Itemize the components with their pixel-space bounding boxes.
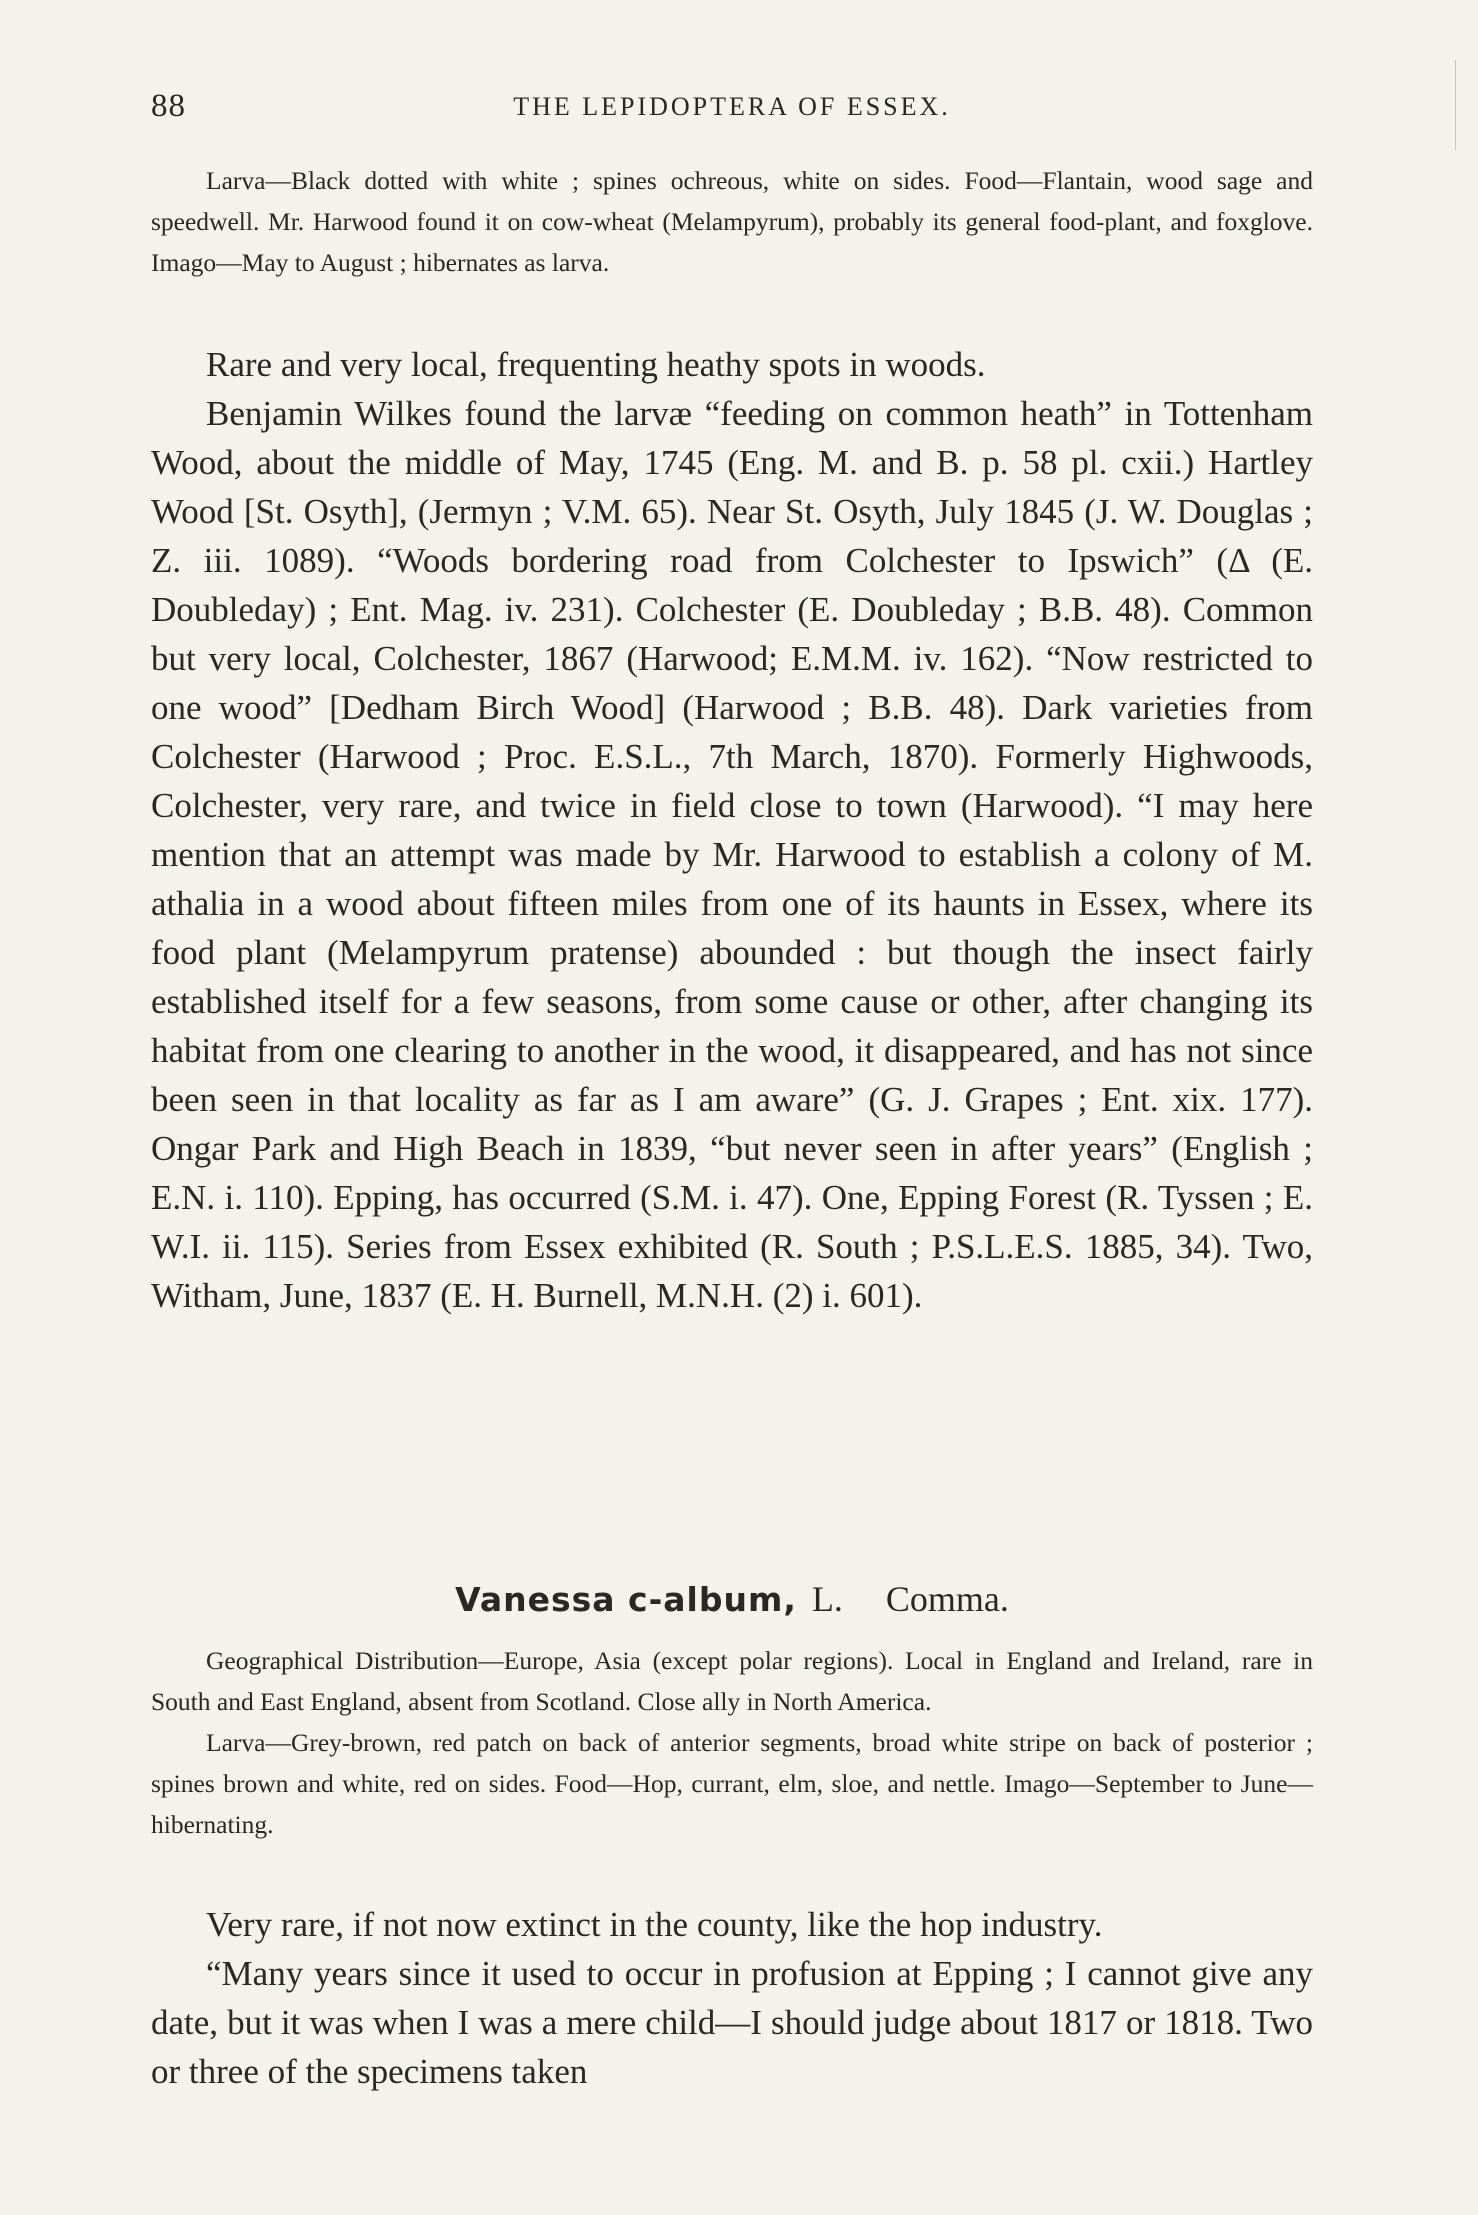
species-name: Vanessa c-album,: [455, 1580, 797, 1619]
species-common-name: Comma.: [885, 1579, 1009, 1619]
running-title: THE LEPIDOPTERA OF ESSEX.: [513, 92, 951, 121]
paragraph-rarity: Rare and very local, frequenting heathy spots in woods.: [206, 345, 986, 384]
larva-note-1: [151, 160, 1313, 283]
paragraph-epping: “Many years since it used to occur in profusion at Epping ; I cannot give any date, but it was when I was a mere child—I should judge about 1817 or 1818. Two or three of the specimens taken: [151, 1954, 1313, 2091]
paragraph-records: Benjamin Wilkes found the larvæ “feeding on common heath” in Tottenham Wood, about the middle of May, 1745 (Eng. M. and B. p. 58 pl. cxii.) Hartley Wood [St. Osyth], (Jermyn ; V.M. 65). Near St. Osyth, July 1845 (J. W. Douglas ; Z. iii. 1089). “Woods bordering road from Colchester to Ipswich” (Δ (E. Doubleday) ; Ent. Mag. iv. 231). Colchester (E. Doubleday ; B.B. 48). Common but very local, Colchester, 1867 (Harwood; E.M.M. iv. 162). “Now restricted to one wood” [Dedham Birch Wood] (Harwood ; B.B. 48). Dark varieties from Colchester (Harwood ; Proc. E.S.L., 7th March, 1870). Formerly Highwoods, Colchester, very rare, and twice in field close to town (Harwood). “I may here mention that an attempt was made by Mr. Harwood to establish a colony of M. athalia in a wood about fifteen miles from one of its haunts in Essex, where its food plant (Melampyrum pratense) abounded : but though the insect fairly established itself for a few seasons, from some cause or other, after changing its habitat from one clearing to another in the wood, it disappeared, and has not since been seen in that locality as far as I am aware” (G. J. Grapes ; Ent. xix. 177). Ongar Park and High Beach in 1839, “but never seen in after years” (English ; E.N. i. 110). Epping, has occurred (S.M. i. 47). One, Epping Forest (R. Tyssen ; E. W.I. ii. 115). Series from Essex exhibited (R. South ; P.S.L.E.S. 1885, 34). Two, Witham, June, 1837 (E. H. Burnell, M.N.H. (2) i. 601).: [151, 394, 1313, 1315]
species-notes: [151, 1640, 1313, 1845]
species-author: L.: [811, 1579, 843, 1619]
main-text-2: [151, 1900, 1313, 2096]
page-number: 88: [151, 88, 186, 124]
page-header: [151, 88, 1313, 128]
larva-note-2: Larva—Grey-brown, red patch on back of anterior segments, broad white stripe on back of posterior ; spines brown and white, red on sides. Food—Hop, currant, elm, sloe, and nettle. Imago—September to June—hibernating.: [151, 1728, 1313, 1839]
paragraph-status: Very rare, if not now extinct in the county, like the hop industry.: [206, 1905, 1103, 1944]
species-heading: [151, 1578, 1313, 1620]
larva-note-text: Larva—Black dotted with white ; spines ochreous, white on sides. Food—Flantain, wood sage and speedwell. Mr. Harwood found it on cow-wheat (Melampyrum), probably its general food-plant, and foxglove. Imago—May to August ; hibernates as larva.: [151, 166, 1313, 277]
main-text-1: [151, 340, 1313, 1320]
distribution-note: Geographical Distribution—Europe, Asia (except polar regions). Local in England and Ireland, rare in South and East England, absent from Scotland. Close ally in North America.: [151, 1646, 1313, 1716]
page-edge-mark: [1455, 60, 1456, 150]
